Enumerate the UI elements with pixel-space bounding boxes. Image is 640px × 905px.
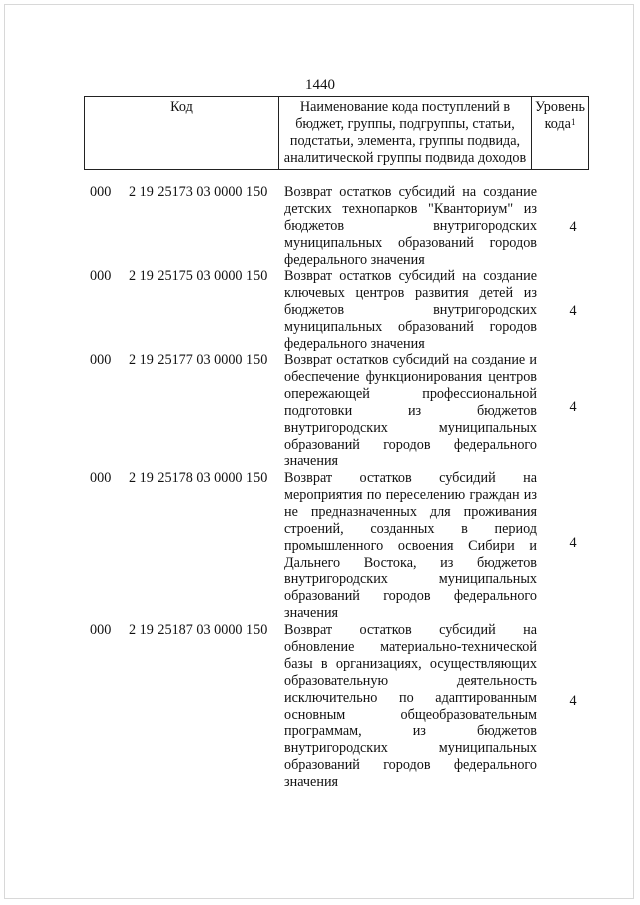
row-admin-code: 000 <box>90 470 112 486</box>
row-budget-code: 2 19 25175 03 0000 150 <box>129 268 268 284</box>
header-code: Код <box>85 97 279 170</box>
row-admin-code: 000 <box>90 184 112 200</box>
header-level <box>532 97 589 170</box>
row-name: Возврат остатков субсидий на обновление материально-технической базы в организациях, осуществляющих образовательную деятельность исключительно по адаптированным основным общеобразовательным программам, из бюджетов внутригородских муниципальных образований городов федерального значения <box>284 622 537 791</box>
row-budget-code: 2 19 25173 03 0000 150 <box>129 184 268 200</box>
table-row <box>0 470 640 622</box>
row-admin-code: 000 <box>90 352 112 368</box>
row-name: Возврат остатков субсидий на мероприятия по переселению граждан из не предназначенных для проживания строений, созданных в период промышленного освоения Сибири и Дальнего Востока, из бюджетов внутригородских муниципальных образований городов федерального значения <box>284 470 537 622</box>
table-row <box>0 622 640 792</box>
row-budget-code: 2 19 25177 03 0000 150 <box>129 352 268 368</box>
row-name: Возврат остатков субсидий на создание ключевых центров развития детей из бюджетов внутригородских муниципальных образований городов федерального значения <box>284 268 537 352</box>
page-number: 1440 <box>305 77 335 93</box>
row-name: Возврат остатков субсидий на создание и обеспечение функционирования центров опережающей профессиональной подготовки из бюджетов внутригородских муниципальных образований городов федерального значения <box>284 352 537 470</box>
table-header <box>84 96 589 170</box>
table-body <box>0 184 640 792</box>
row-level: 4 <box>569 303 577 319</box>
row-level: 4 <box>569 535 577 551</box>
row-admin-code: 000 <box>90 622 112 638</box>
table-row <box>0 352 640 470</box>
row-admin-code: 000 <box>90 268 112 284</box>
table-row <box>0 268 640 352</box>
row-level: 4 <box>569 693 577 709</box>
row-name: Возврат остатков субсидий на создание детских технопарков "Кванториум" из бюджетов внутригородских муниципальных образований городов федерального значения <box>284 184 537 268</box>
table-row <box>0 184 640 268</box>
row-budget-code: 2 19 25187 03 0000 150 <box>129 622 268 638</box>
header-level-label: Уровень кода <box>535 99 585 132</box>
header-name: Наименование кода поступлений в бюджет, группы, подгруппы, статьи, подстатьи, элемента, группы подвида, аналитической группы подвида доходов <box>279 97 532 170</box>
row-budget-code: 2 19 25178 03 0000 150 <box>129 470 268 486</box>
row-level: 4 <box>569 219 577 235</box>
footnote-marker: 1 <box>570 117 576 127</box>
row-level: 4 <box>569 399 577 415</box>
